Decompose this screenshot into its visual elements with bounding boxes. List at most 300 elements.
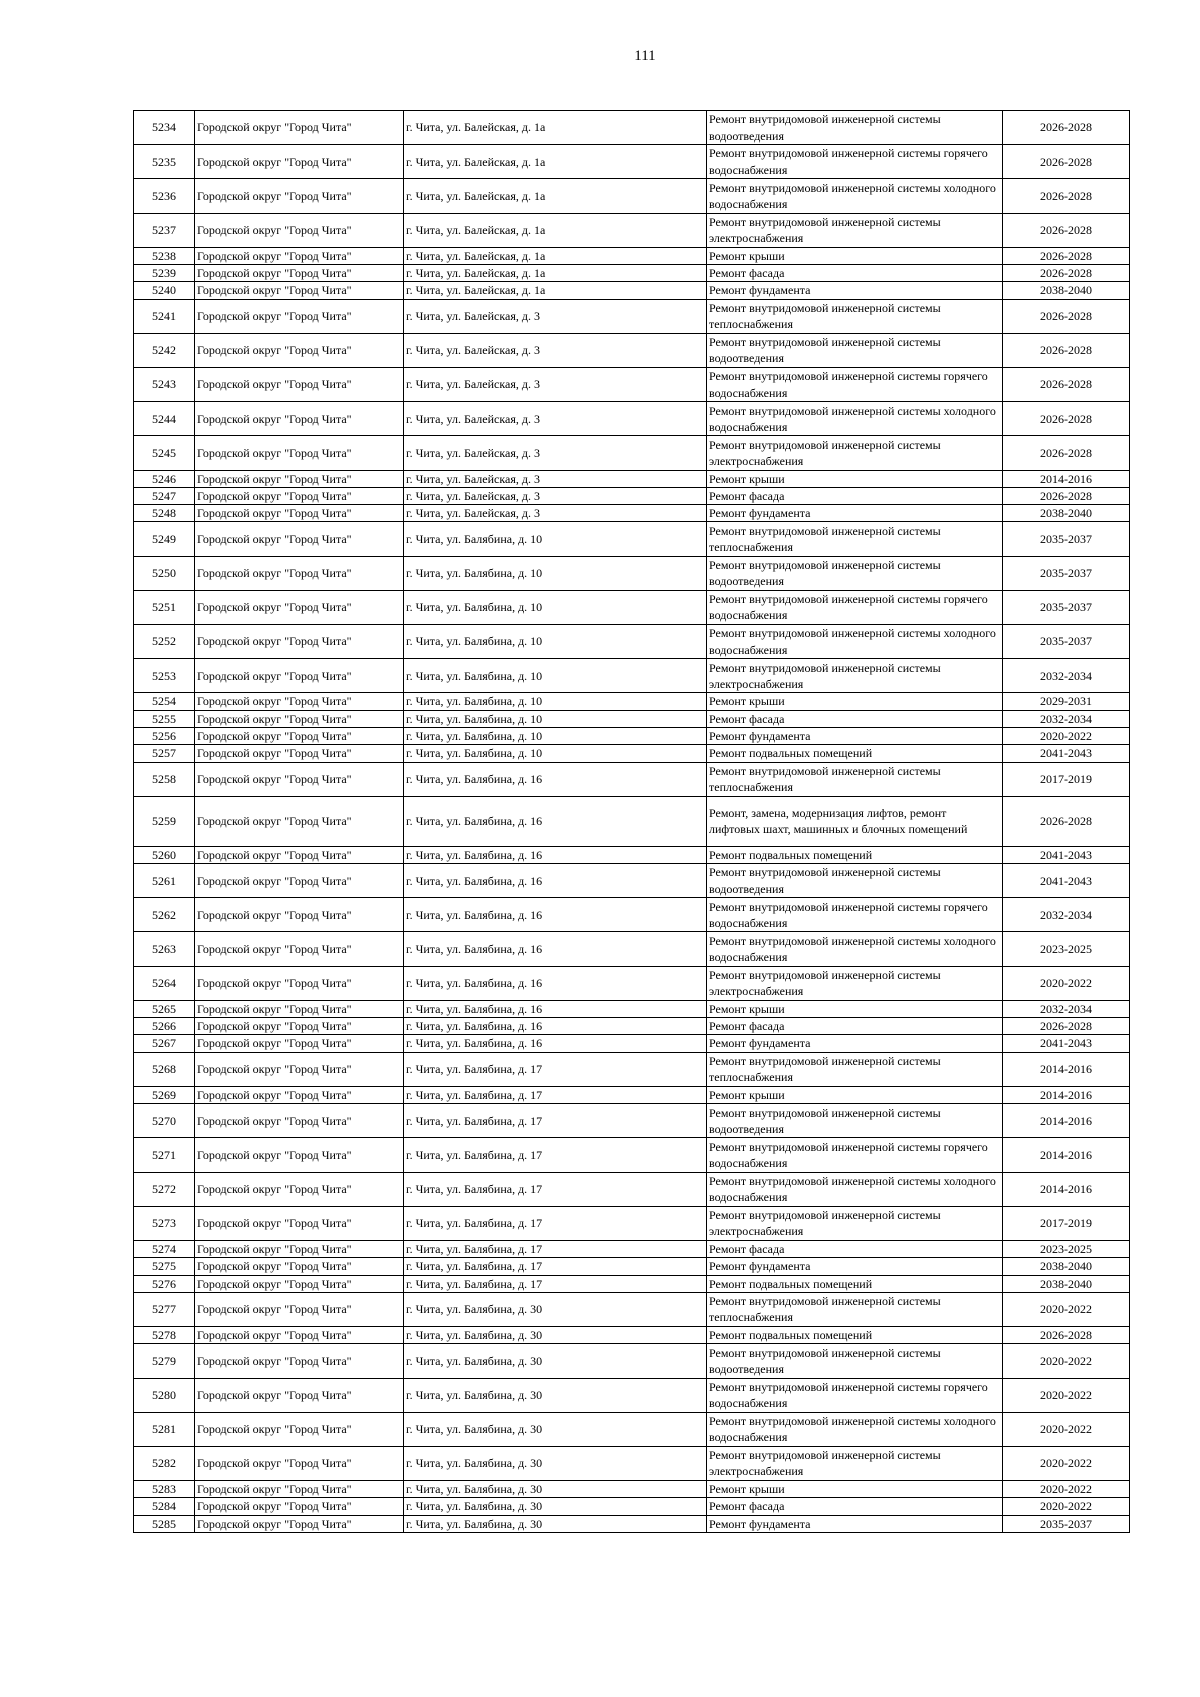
work-type-cell: Ремонт фасада [707, 487, 1003, 504]
row-number: 5253 [134, 659, 195, 693]
municipality-cell: Городской округ "Город Чита" [195, 265, 404, 282]
period-cell: 2026-2028 [1003, 1018, 1130, 1035]
period-cell: 2041-2043 [1003, 846, 1130, 863]
work-type-cell: Ремонт внутридомовой инженерной системы горячего водоснабжения [707, 590, 1003, 624]
row-number: 5237 [134, 213, 195, 247]
work-type-cell: Ремонт подвальных помещений [707, 1327, 1003, 1344]
address-cell: г. Чита, ул. Балябина, д. 30 [404, 1498, 707, 1515]
row-number: 5245 [134, 436, 195, 470]
municipality-cell: Городской округ "Город Чита" [195, 762, 404, 796]
work-type-cell: Ремонт подвальных помещений [707, 846, 1003, 863]
address-cell: г. Чита, ул. Балябина, д. 17 [404, 1258, 707, 1275]
table-row [134, 1378, 1130, 1412]
table-row [134, 368, 1130, 402]
row-number: 5275 [134, 1258, 195, 1275]
period-cell: 2014-2016 [1003, 1172, 1130, 1206]
row-number: 5240 [134, 282, 195, 299]
work-type-cell: Ремонт внутридомовой инженерной системы водоотведения [707, 1344, 1003, 1378]
address-cell: г. Чита, ул. Балябина, д. 30 [404, 1378, 707, 1412]
address-cell: г. Чита, ул. Балябина, д. 10 [404, 625, 707, 659]
table-row [134, 1446, 1130, 1480]
address-cell: г. Чита, ул. Балябина, д. 17 [404, 1275, 707, 1292]
row-number: 5274 [134, 1240, 195, 1257]
table-row [134, 282, 1130, 299]
period-cell: 2014-2016 [1003, 1138, 1130, 1172]
table-row [134, 247, 1130, 264]
address-cell: г. Чита, ул. Балябина, д. 30 [404, 1292, 707, 1326]
municipality-cell: Городской округ "Город Чита" [195, 213, 404, 247]
table-row [134, 556, 1130, 590]
work-type-cell: Ремонт внутридомовой инженерной системы горячего водоснабжения [707, 1138, 1003, 1172]
row-number: 5235 [134, 145, 195, 179]
work-type-cell: Ремонт внутридомовой инженерной системы теплоснабжения [707, 762, 1003, 796]
municipality-cell: Городской округ "Город Чита" [195, 1018, 404, 1035]
address-cell: г. Чита, ул. Балябина, д. 16 [404, 762, 707, 796]
municipality-cell: Городской округ "Город Чита" [195, 864, 404, 898]
table-row [134, 522, 1130, 556]
table-row [134, 745, 1130, 762]
row-number: 5280 [134, 1378, 195, 1412]
work-type-cell: Ремонт внутридомовой инженерной системы теплоснабжения [707, 1292, 1003, 1326]
period-cell: 2020-2022 [1003, 1446, 1130, 1480]
row-number: 5282 [134, 1446, 195, 1480]
municipality-cell: Городской округ "Город Чита" [195, 1292, 404, 1326]
address-cell: г. Чита, ул. Балябина, д. 30 [404, 1515, 707, 1532]
work-type-cell: Ремонт, замена, модернизация лифтов, ремонт лифтовых шахт, машинных и блочных помещений [707, 796, 1003, 846]
address-cell: г. Чита, ул. Балейская, д. 3 [404, 470, 707, 487]
address-cell: г. Чита, ул. Балябина, д. 30 [404, 1412, 707, 1446]
work-type-cell: Ремонт фасада [707, 1240, 1003, 1257]
row-number: 5244 [134, 402, 195, 436]
address-cell: г. Чита, ул. Балябина, д. 10 [404, 710, 707, 727]
address-cell: г. Чита, ул. Балябина, д. 16 [404, 796, 707, 846]
table-row [134, 898, 1130, 932]
municipality-cell: Городской округ "Город Чита" [195, 693, 404, 710]
row-number: 5265 [134, 1000, 195, 1017]
address-cell: г. Чита, ул. Балябина, д. 17 [404, 1240, 707, 1257]
municipality-cell: Городской округ "Город Чита" [195, 145, 404, 179]
work-type-cell: Ремонт внутридомовой инженерной системы холодного водоснабжения [707, 1172, 1003, 1206]
row-number: 5256 [134, 728, 195, 745]
row-number: 5246 [134, 470, 195, 487]
work-type-cell: Ремонт фундамента [707, 1258, 1003, 1275]
table-row [134, 846, 1130, 863]
table-row [134, 487, 1130, 504]
period-cell: 2038-2040 [1003, 505, 1130, 522]
period-cell: 2041-2043 [1003, 745, 1130, 762]
work-type-cell: Ремонт крыши [707, 693, 1003, 710]
row-number: 5268 [134, 1052, 195, 1086]
work-type-cell: Ремонт внутридомовой инженерной системы водоотведения [707, 556, 1003, 590]
table-row [134, 111, 1130, 145]
table-row [134, 625, 1130, 659]
address-cell: г. Чита, ул. Балябина, д. 17 [404, 1104, 707, 1138]
municipality-cell: Городской округ "Город Чита" [195, 1498, 404, 1515]
work-type-cell: Ремонт крыши [707, 247, 1003, 264]
municipality-cell: Городской округ "Город Чита" [195, 556, 404, 590]
table-row [134, 1498, 1130, 1515]
row-number: 5234 [134, 111, 195, 145]
municipality-cell: Городской округ "Город Чита" [195, 402, 404, 436]
municipality-cell: Городской округ "Город Чита" [195, 111, 404, 145]
row-number: 5260 [134, 846, 195, 863]
address-cell: г. Чита, ул. Балейская, д. 3 [404, 333, 707, 367]
period-cell: 2026-2028 [1003, 111, 1130, 145]
work-type-cell: Ремонт фасада [707, 265, 1003, 282]
period-cell: 2017-2019 [1003, 762, 1130, 796]
work-type-cell: Ремонт внутридомовой инженерной системы горячего водоснабжения [707, 1378, 1003, 1412]
row-number: 5239 [134, 265, 195, 282]
period-cell: 2032-2034 [1003, 659, 1130, 693]
work-type-cell: Ремонт внутридомовой инженерной системы электроснабжения [707, 436, 1003, 470]
municipality-cell: Городской округ "Город Чита" [195, 966, 404, 1000]
work-type-cell: Ремонт внутридомовой инженерной системы холодного водоснабжения [707, 625, 1003, 659]
address-cell: г. Чита, ул. Балябина, д. 10 [404, 590, 707, 624]
work-type-cell: Ремонт фасада [707, 710, 1003, 727]
municipality-cell: Городской округ "Город Чита" [195, 522, 404, 556]
work-type-cell: Ремонт внутридомовой инженерной системы холодного водоснабжения [707, 402, 1003, 436]
address-cell: г. Чита, ул. Балябина, д. 16 [404, 1000, 707, 1017]
period-cell: 2026-2028 [1003, 247, 1130, 264]
table-row [134, 179, 1130, 213]
work-type-cell: Ремонт внутридомовой инженерной системы электроснабжения [707, 1446, 1003, 1480]
period-cell: 2029-2031 [1003, 693, 1130, 710]
row-number: 5238 [134, 247, 195, 264]
work-type-cell: Ремонт фасада [707, 1498, 1003, 1515]
municipality-cell: Городской округ "Город Чита" [195, 1172, 404, 1206]
address-cell: г. Чита, ул. Балейская, д. 1а [404, 145, 707, 179]
table-row [134, 1086, 1130, 1103]
row-number: 5273 [134, 1206, 195, 1240]
row-number: 5263 [134, 932, 195, 966]
address-cell: г. Чита, ул. Балейская, д. 1а [404, 247, 707, 264]
table-row [134, 1018, 1130, 1035]
period-cell: 2014-2016 [1003, 1086, 1130, 1103]
period-cell: 2026-2028 [1003, 796, 1130, 846]
municipality-cell: Городской округ "Город Чита" [195, 1000, 404, 1017]
row-number: 5249 [134, 522, 195, 556]
table-row [134, 796, 1130, 846]
period-cell: 2026-2028 [1003, 487, 1130, 504]
municipality-cell: Городской округ "Город Чита" [195, 796, 404, 846]
address-cell: г. Чита, ул. Балябина, д. 30 [404, 1344, 707, 1378]
address-cell: г. Чита, ул. Балябина, д. 10 [404, 728, 707, 745]
period-cell: 2026-2028 [1003, 213, 1130, 247]
table-row [134, 966, 1130, 1000]
row-number: 5269 [134, 1086, 195, 1103]
table-row [134, 590, 1130, 624]
work-type-cell: Ремонт внутридомовой инженерной системы водоотведения [707, 111, 1003, 145]
table-row [134, 1035, 1130, 1052]
table-row [134, 659, 1130, 693]
period-cell: 2035-2037 [1003, 556, 1130, 590]
work-type-cell: Ремонт внутридомовой инженерной системы горячего водоснабжения [707, 898, 1003, 932]
period-cell: 2026-2028 [1003, 265, 1130, 282]
address-cell: г. Чита, ул. Балейская, д. 1а [404, 282, 707, 299]
table-row [134, 265, 1130, 282]
work-type-cell: Ремонт внутридомовой инженерной системы электроснабжения [707, 659, 1003, 693]
row-number: 5267 [134, 1035, 195, 1052]
period-cell: 2035-2037 [1003, 625, 1130, 659]
work-type-cell: Ремонт фасада [707, 1018, 1003, 1035]
row-number: 5270 [134, 1104, 195, 1138]
municipality-cell: Городской округ "Город Чита" [195, 1327, 404, 1344]
address-cell: г. Чита, ул. Балябина, д. 17 [404, 1206, 707, 1240]
address-cell: г. Чита, ул. Балябина, д. 16 [404, 1035, 707, 1052]
row-number: 5276 [134, 1275, 195, 1292]
work-type-cell: Ремонт внутридомовой инженерной системы электроснабжения [707, 1206, 1003, 1240]
municipality-cell: Городской округ "Город Чита" [195, 1052, 404, 1086]
period-cell: 2026-2028 [1003, 145, 1130, 179]
municipality-cell: Городской округ "Город Чита" [195, 487, 404, 504]
work-type-cell: Ремонт внутридомовой инженерной системы водоотведения [707, 864, 1003, 898]
address-cell: г. Чита, ул. Балейская, д. 3 [404, 299, 707, 333]
work-type-cell: Ремонт фундамента [707, 505, 1003, 522]
work-type-cell: Ремонт внутридомовой инженерной системы горячего водоснабжения [707, 145, 1003, 179]
municipality-cell: Городской округ "Город Чита" [195, 728, 404, 745]
table-row [134, 402, 1130, 436]
period-cell: 2017-2019 [1003, 1206, 1130, 1240]
period-cell: 2026-2028 [1003, 333, 1130, 367]
period-cell: 2032-2034 [1003, 898, 1130, 932]
period-cell: 2038-2040 [1003, 1275, 1130, 1292]
work-type-cell: Ремонт внутридомовой инженерной системы холодного водоснабжения [707, 179, 1003, 213]
work-type-cell: Ремонт внутридомовой инженерной системы электроснабжения [707, 966, 1003, 1000]
address-cell: г. Чита, ул. Балябина, д. 17 [404, 1052, 707, 1086]
period-cell: 2020-2022 [1003, 1498, 1130, 1515]
row-number: 5261 [134, 864, 195, 898]
row-number: 5283 [134, 1481, 195, 1498]
address-cell: г. Чита, ул. Балябина, д. 30 [404, 1446, 707, 1480]
table-row [134, 145, 1130, 179]
table-row [134, 1327, 1130, 1344]
row-number: 5257 [134, 745, 195, 762]
address-cell: г. Чита, ул. Балябина, д. 30 [404, 1481, 707, 1498]
table-row [134, 1138, 1130, 1172]
row-number: 5251 [134, 590, 195, 624]
municipality-cell: Городской округ "Город Чита" [195, 659, 404, 693]
period-cell: 2014-2016 [1003, 1104, 1130, 1138]
row-number: 5262 [134, 898, 195, 932]
municipality-cell: Городской округ "Город Чита" [195, 247, 404, 264]
municipality-cell: Городской округ "Город Чита" [195, 1378, 404, 1412]
period-cell: 2026-2028 [1003, 368, 1130, 402]
table-row [134, 1412, 1130, 1446]
work-type-cell: Ремонт фундамента [707, 728, 1003, 745]
municipality-cell: Городской округ "Город Чита" [195, 1086, 404, 1103]
period-cell: 2026-2028 [1003, 299, 1130, 333]
row-number: 5247 [134, 487, 195, 504]
address-cell: г. Чита, ул. Балейская, д. 3 [404, 505, 707, 522]
address-cell: г. Чита, ул. Балябина, д. 17 [404, 1138, 707, 1172]
work-type-cell: Ремонт крыши [707, 1086, 1003, 1103]
period-cell: 2014-2016 [1003, 470, 1130, 487]
work-type-cell: Ремонт подвальных помещений [707, 745, 1003, 762]
table-row [134, 299, 1130, 333]
table-row [134, 710, 1130, 727]
municipality-cell: Городской округ "Город Чита" [195, 1138, 404, 1172]
municipality-cell: Городской округ "Город Чита" [195, 745, 404, 762]
address-cell: г. Чита, ул. Балейская, д. 1а [404, 213, 707, 247]
municipality-cell: Городской округ "Город Чита" [195, 1206, 404, 1240]
municipality-cell: Городской округ "Город Чита" [195, 1446, 404, 1480]
municipality-cell: Городской округ "Город Чита" [195, 710, 404, 727]
row-number: 5241 [134, 299, 195, 333]
address-cell: г. Чита, ул. Балейская, д. 1а [404, 179, 707, 213]
row-number: 5255 [134, 710, 195, 727]
table-row [134, 1000, 1130, 1017]
row-number: 5279 [134, 1344, 195, 1378]
period-cell: 2020-2022 [1003, 1344, 1130, 1378]
table-row [134, 1515, 1130, 1532]
municipality-cell: Городской округ "Город Чита" [195, 1344, 404, 1378]
work-type-cell: Ремонт крыши [707, 470, 1003, 487]
period-cell: 2041-2043 [1003, 1035, 1130, 1052]
table-body [134, 111, 1130, 1533]
work-type-cell: Ремонт внутридомовой инженерной системы холодного водоснабжения [707, 932, 1003, 966]
table-row [134, 932, 1130, 966]
municipality-cell: Городской округ "Город Чита" [195, 368, 404, 402]
address-cell: г. Чита, ул. Балябина, д. 30 [404, 1327, 707, 1344]
work-type-cell: Ремонт крыши [707, 1481, 1003, 1498]
municipality-cell: Городской округ "Город Чита" [195, 505, 404, 522]
address-cell: г. Чита, ул. Балябина, д. 10 [404, 745, 707, 762]
period-cell: 2020-2022 [1003, 1481, 1130, 1498]
table-row [134, 436, 1130, 470]
row-number: 5250 [134, 556, 195, 590]
table-row [134, 1052, 1130, 1086]
work-type-cell: Ремонт внутридомовой инженерной системы водоотведения [707, 1104, 1003, 1138]
municipality-cell: Городской округ "Город Чита" [195, 436, 404, 470]
capital-repair-table [133, 110, 1130, 1533]
address-cell: г. Чита, ул. Балябина, д. 16 [404, 846, 707, 863]
municipality-cell: Городской округ "Город Чита" [195, 470, 404, 487]
row-number: 5252 [134, 625, 195, 659]
work-type-cell: Ремонт фундамента [707, 282, 1003, 299]
period-cell: 2035-2037 [1003, 590, 1130, 624]
page-number: 111 [634, 48, 656, 64]
row-number: 5277 [134, 1292, 195, 1326]
period-cell: 2026-2028 [1003, 179, 1130, 213]
work-type-cell: Ремонт внутридомовой инженерной системы водоотведения [707, 333, 1003, 367]
address-cell: г. Чита, ул. Балейская, д. 1а [404, 111, 707, 145]
table-row [134, 1206, 1130, 1240]
table-row [134, 1275, 1130, 1292]
table-row [134, 762, 1130, 796]
period-cell: 2020-2022 [1003, 1412, 1130, 1446]
period-cell: 2032-2034 [1003, 1000, 1130, 1017]
address-cell: г. Чита, ул. Балябина, д. 10 [404, 659, 707, 693]
address-cell: г. Чита, ул. Балябина, д. 16 [404, 864, 707, 898]
work-type-cell: Ремонт крыши [707, 1000, 1003, 1017]
address-cell: г. Чита, ул. Балейская, д. 3 [404, 368, 707, 402]
row-number: 5285 [134, 1515, 195, 1532]
table-row [134, 505, 1130, 522]
table-row [134, 864, 1130, 898]
table-row [134, 1240, 1130, 1257]
address-cell: г. Чита, ул. Балябина, д. 10 [404, 556, 707, 590]
table-row [134, 333, 1130, 367]
period-cell: 2026-2028 [1003, 436, 1130, 470]
address-cell: г. Чита, ул. Балейская, д. 1а [404, 265, 707, 282]
municipality-cell: Городской округ "Город Чита" [195, 333, 404, 367]
municipality-cell: Городской округ "Город Чита" [195, 179, 404, 213]
row-number: 5271 [134, 1138, 195, 1172]
period-cell: 2020-2022 [1003, 1292, 1130, 1326]
row-number: 5248 [134, 505, 195, 522]
work-type-cell: Ремонт фундамента [707, 1035, 1003, 1052]
address-cell: г. Чита, ул. Балябина, д. 16 [404, 932, 707, 966]
address-cell: г. Чита, ул. Балейская, д. 3 [404, 487, 707, 504]
municipality-cell: Городской округ "Город Чита" [195, 282, 404, 299]
municipality-cell: Городской округ "Город Чита" [195, 1240, 404, 1257]
table-row [134, 1344, 1130, 1378]
row-number: 5264 [134, 966, 195, 1000]
period-cell: 2026-2028 [1003, 1327, 1130, 1344]
period-cell: 2020-2022 [1003, 966, 1130, 1000]
municipality-cell: Городской округ "Город Чита" [195, 1104, 404, 1138]
row-number: 5266 [134, 1018, 195, 1035]
address-cell: г. Чита, ул. Балябина, д. 17 [404, 1086, 707, 1103]
table-row [134, 213, 1130, 247]
row-number: 5284 [134, 1498, 195, 1515]
municipality-cell: Городской округ "Город Чита" [195, 1275, 404, 1292]
municipality-cell: Городской округ "Город Чита" [195, 299, 404, 333]
period-cell: 2014-2016 [1003, 1052, 1130, 1086]
work-type-cell: Ремонт внутридомовой инженерной системы горячего водоснабжения [707, 368, 1003, 402]
address-cell: г. Чита, ул. Балябина, д. 16 [404, 898, 707, 932]
row-number: 5281 [134, 1412, 195, 1446]
row-number: 5272 [134, 1172, 195, 1206]
period-cell: 2020-2022 [1003, 1378, 1130, 1412]
table-row [134, 728, 1130, 745]
row-number: 5236 [134, 179, 195, 213]
period-cell: 2038-2040 [1003, 1258, 1130, 1275]
municipality-cell: Городской округ "Город Чита" [195, 846, 404, 863]
table-row [134, 693, 1130, 710]
period-cell: 2035-2037 [1003, 522, 1130, 556]
period-cell: 2023-2025 [1003, 932, 1130, 966]
work-type-cell: Ремонт внутридомовой инженерной системы теплоснабжения [707, 522, 1003, 556]
work-type-cell: Ремонт подвальных помещений [707, 1275, 1003, 1292]
period-cell: 2041-2043 [1003, 864, 1130, 898]
row-number: 5254 [134, 693, 195, 710]
work-type-cell: Ремонт внутридомовой инженерной системы холодного водоснабжения [707, 1412, 1003, 1446]
row-number: 5258 [134, 762, 195, 796]
address-cell: г. Чита, ул. Балябина, д. 10 [404, 522, 707, 556]
table-row [134, 1292, 1130, 1326]
period-cell: 2035-2037 [1003, 1515, 1130, 1532]
municipality-cell: Городской округ "Город Чита" [195, 1515, 404, 1532]
municipality-cell: Городской округ "Город Чита" [195, 1481, 404, 1498]
table-row [134, 1104, 1130, 1138]
row-number: 5278 [134, 1327, 195, 1344]
table-row [134, 1481, 1130, 1498]
period-cell: 2026-2028 [1003, 402, 1130, 436]
period-cell: 2020-2022 [1003, 728, 1130, 745]
municipality-cell: Городской округ "Город Чита" [195, 625, 404, 659]
municipality-cell: Городской округ "Город Чита" [195, 1035, 404, 1052]
row-number: 5242 [134, 333, 195, 367]
municipality-cell: Городской округ "Город Чита" [195, 898, 404, 932]
municipality-cell: Городской округ "Город Чита" [195, 1258, 404, 1275]
work-type-cell: Ремонт внутридомовой инженерной системы электроснабжения [707, 213, 1003, 247]
address-cell: г. Чита, ул. Балейская, д. 3 [404, 436, 707, 470]
municipality-cell: Городской округ "Город Чита" [195, 590, 404, 624]
table-row [134, 470, 1130, 487]
address-cell: г. Чита, ул. Балейская, д. 3 [404, 402, 707, 436]
table-row [134, 1172, 1130, 1206]
